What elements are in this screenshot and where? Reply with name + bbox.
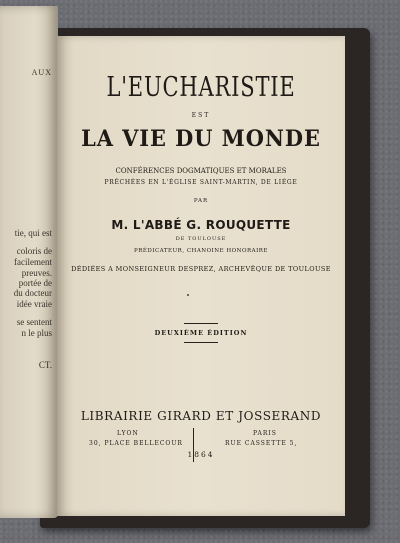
left-page-text-fragment: n le plus xyxy=(21,328,52,338)
publication-year: 1864 xyxy=(187,450,215,459)
by-word: PAR xyxy=(193,198,209,204)
left-page xyxy=(0,6,58,518)
subtitle-preached: PRÊCHÉES EN L'ÉGLISE SAINT-MARTIN, DE LIÉGE xyxy=(104,179,298,186)
edition-rule-top xyxy=(184,323,218,324)
left-page-text-fragment: coloris de xyxy=(16,246,52,256)
author-role: PRÉDICATEUR, CHANOINE HONORAIRE xyxy=(134,248,268,254)
title-connector: EST xyxy=(191,112,211,119)
ornament-dot xyxy=(187,294,189,296)
left-page-text-fragment: portée de xyxy=(18,278,52,288)
edition-label: DEUXIÈME ÉDITION xyxy=(154,329,248,337)
author-origin: DE TOULOUSE xyxy=(175,236,227,242)
left-page-text-fragment: CT. xyxy=(38,360,52,370)
edition-rule-bottom xyxy=(184,342,218,343)
left-page-text-fragment: preuves. xyxy=(21,268,52,278)
left-page-text-fragment: idée vraie xyxy=(16,299,52,309)
subtitle-conferences: CONFÉRENCES DOGMATIQUES ET MORALES xyxy=(115,167,287,175)
title-page xyxy=(57,36,345,516)
book-title-line2: LA VIE DU MONDE xyxy=(81,126,321,152)
book-title-line1: L'EUCHARISTIE xyxy=(106,72,296,103)
left-page-text-fragment: du docteur xyxy=(13,288,52,298)
imprint-left-city: LYON xyxy=(117,430,139,437)
left-page-text-fragment: se sentent xyxy=(16,317,52,327)
publisher: LIBRAIRIE GIRARD ET JOSSERAND xyxy=(80,409,322,423)
dedication: DÉDIÉES A MONSEIGNEUR DESPREZ, ARCHEVÊQUE DE TOULOUSE xyxy=(71,265,331,273)
left-page-text-fragment: AUX xyxy=(31,68,52,77)
left-page-text-fragment: facilement xyxy=(14,257,52,267)
imprint-right-address: RUE CASSETTE 5, xyxy=(225,440,298,447)
imprint-left-address: 30, PLACE BELLECOUR xyxy=(89,440,183,447)
author-name: M. L'ABBÉ G. ROUQUETTE xyxy=(111,218,291,232)
left-page-text-fragment: tie, qui est xyxy=(14,228,52,238)
imprint-right-city: PARIS xyxy=(253,430,277,437)
